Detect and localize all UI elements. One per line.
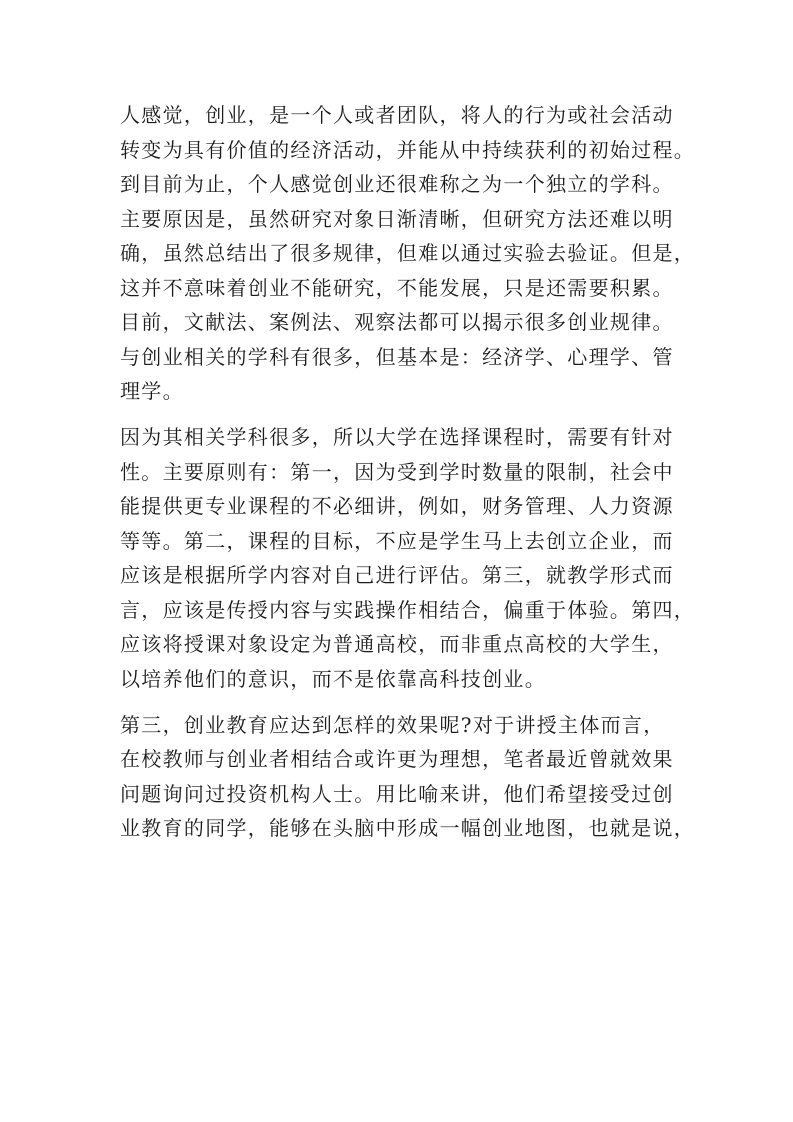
text-line: 目前，文献法、案例法、观察法都可以揭示很多创业规律。 <box>120 310 674 334</box>
text-line: 等等。第二，课程的目标，不应是学生马上去创立企业，而 <box>120 528 674 553</box>
text-line: 以培养他们的意识，而不是依靠高科技创业。 <box>120 666 546 691</box>
text-line: 人感觉，创业，是一个人或者团队，将人的行为或社会活动 <box>120 103 674 127</box>
text-line: 性。主要原则有：第一，因为受到学时数量的限制，社会中 <box>120 459 674 484</box>
text-line: 在校教师与创业者相结合或许更为理想，笔者最近曾就效果 <box>120 747 674 771</box>
text-line: 确，虽然总结出了很多规律，但难以通过实验去验证。但是， <box>120 241 696 265</box>
text-line: 第三，创业教育应达到怎样的效果呢?对于讲授主体而言， <box>120 712 665 737</box>
text-line: 与创业相关的学科有很多，但基本是：经济学、心理学、管 <box>120 344 674 369</box>
text-line: 应该是根据所学内容对自己进行评估。第三，就教学形式而 <box>120 563 674 587</box>
text-line: 理学。 <box>120 379 184 403</box>
text-line: 主要原因是，虽然研究对象日渐清晰，但研究方法还难以明 <box>120 206 674 231</box>
text-line: 到目前为止，个人感觉创业还很难称之为一个独立的学科。 <box>120 172 674 196</box>
text-line: 转变为具有价值的经济活动，并能从中持续获利的初始过程。 <box>120 137 696 162</box>
text-line: 这并不意味着创业不能研究，不能发展，只是还需要积累。 <box>120 275 674 300</box>
text-line: 能提供更专业课程的不必细讲，例如，财务管理、人力资源 <box>120 494 674 518</box>
paragraph-3 <box>120 708 720 846</box>
text-line: 问题询问过投资机构人士。用比喻来讲，他们希望接受过创 <box>120 781 674 806</box>
text-line: 应该将授课对象设定为普通高校，而非重点高校的大学生， <box>120 632 674 656</box>
text-line: 因为其相关学科很多，所以大学在选择课程时，需要有针对 <box>120 425 674 449</box>
paragraph-1 <box>120 98 720 409</box>
body-text <box>120 98 720 846</box>
paragraph-2 <box>120 420 720 696</box>
text-line: 言，应该是传授内容与实践操作相结合，偏重于体验。第四， <box>120 597 696 622</box>
text-line: 业教育的同学，能够在头脑中形成一幅创业地图，也就是说， <box>120 816 696 840</box>
